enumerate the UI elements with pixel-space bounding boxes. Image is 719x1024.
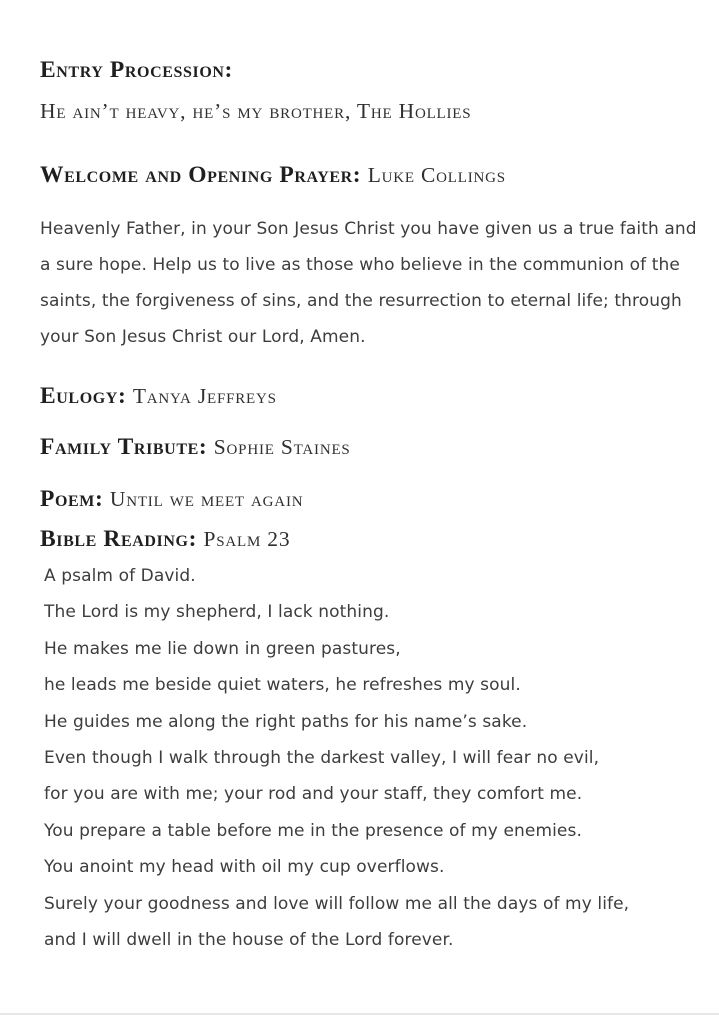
psalm-line: Even though I walk through the darkest valley, I will fear no evil, — [44, 748, 600, 769]
welcome-speaker: Luke Collings — [367, 163, 506, 187]
bible-reading-heading — [40, 526, 290, 553]
psalm-line: A psalm of David. — [44, 566, 196, 586]
poem-heading — [40, 486, 303, 513]
bible-reading-reference: Psalm 23 — [203, 527, 291, 551]
psalm-text — [44, 558, 629, 958]
psalm-line: for you are with me; your rod and your staff, they comfort me. — [44, 784, 583, 805]
family-tribute-label: Family Tribute: — [40, 434, 208, 460]
psalm-line: You anoint my head with oil my cup overflows. — [44, 857, 445, 878]
page-boundary-divider — [0, 1013, 719, 1015]
eulogy-speaker: Tanya Jeffreys — [132, 384, 277, 408]
welcome-heading — [40, 162, 506, 189]
psalm-line: He makes me lie down in green pastures, — [44, 638, 401, 659]
eulogy-label: Eulogy: — [40, 383, 127, 409]
family-tribute-speaker: Sophie Staines — [213, 435, 351, 459]
poem-label: Poem: — [40, 486, 104, 512]
psalm-line: He guides me along the right paths for his name’s sake. — [44, 711, 528, 732]
entry-procession-label: Entry Procession: — [40, 57, 233, 83]
welcome-label: Welcome and Opening Prayer: — [40, 162, 362, 188]
psalm-line: Surely your goodness and love will follow me all the days of my life, — [44, 893, 630, 914]
bible-reading-label: Bible Reading: — [40, 526, 197, 552]
psalm-line: and I will dwell in the house of the Lord forever. — [44, 930, 454, 951]
eulogy-heading — [40, 383, 277, 410]
opening-prayer-text: Heavenly Father, in your Son Jesus Christ you have given us a true faith and a sure hope. Help us to live as those who believe in the communion of the saints, the forgiveness of sins, and the resurrection to eternal life; through your Son Jesus Christ our Lord, Amen. — [40, 219, 697, 347]
psalm-line: You prepare a table before me in the presence of my enemies. — [44, 820, 582, 841]
entry-procession-heading — [40, 57, 233, 84]
entry-procession-song: He ain’t heavy, he’s my brother, The Hollies — [40, 99, 472, 123]
psalm-line: The Lord is my shepherd, I lack nothing. — [44, 602, 390, 623]
poem-title: Until we meet again — [109, 487, 304, 511]
family-tribute-heading — [40, 434, 351, 461]
psalm-line: he leads me beside quiet waters, he refreshes my soul. — [44, 675, 521, 696]
